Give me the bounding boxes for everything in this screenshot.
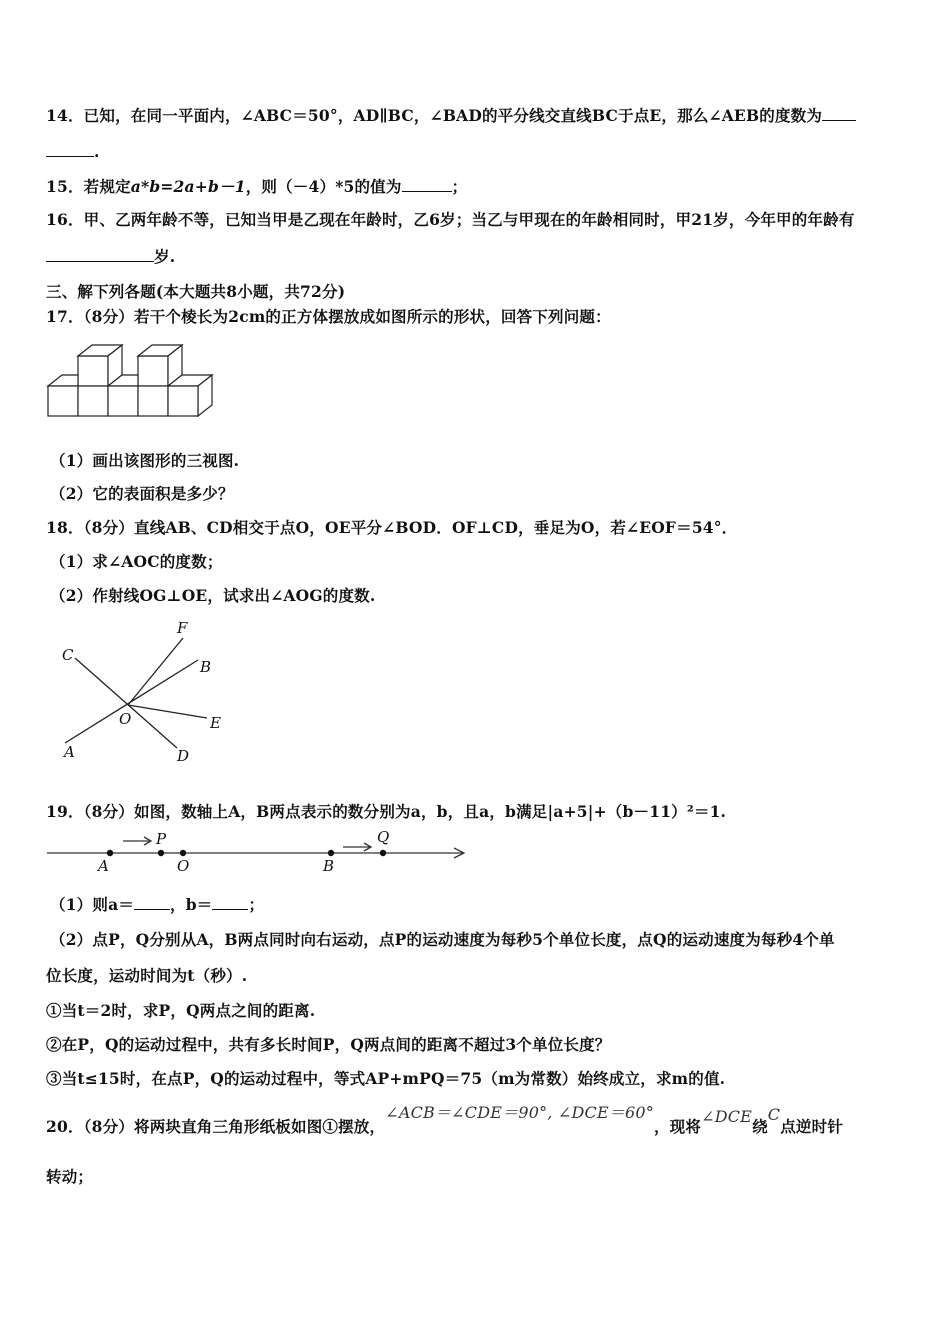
q19-case2: ②在P，Q的运动过程中，共有多长时间P，Q两点间的距离不超过3个单位长度？ [46, 1035, 611, 1054]
q15-line [46, 175, 467, 197]
q19-case1: ①当t＝2时，求P，Q两点之间的距离. [46, 1001, 316, 1020]
q19-label-B: B [323, 857, 335, 875]
q18-label-D: D [177, 747, 190, 765]
q15-middle: ，则（－4）*5的值为 [245, 177, 402, 196]
q19-point-O [180, 850, 186, 856]
q16-line1 [46, 208, 855, 230]
q14-end: . [94, 142, 100, 161]
q14-line1 [46, 104, 856, 126]
q18-stem: 18．（8分）直线AB、CD相交于点O，OE平分∠BOD．OF⊥CD，垂足为O，若∠EOF＝54°． [46, 518, 738, 537]
q18-label-O: O [119, 710, 132, 728]
q17-cube-1 [48, 386, 78, 416]
q19-stem: 19．（8分）如图，数轴上A，B两点表示的数分别为a，b，且a，b满足|a+5|+（b－11）²＝1. [46, 802, 727, 821]
q19-case3: ③当t≤15时，在点P，Q的运动过程中，等式AP+mPQ＝75（m为常数）始终成立，求m的值. [46, 1069, 726, 1088]
q17-part1: （1）画出该图形的三视图. [50, 451, 240, 470]
q19-part1 [50, 893, 264, 915]
q20-middle: ，现将 [653, 1117, 702, 1136]
q16-line2 [46, 245, 175, 267]
q19-part2-line1: （2）点P，Q分别从A，B两点同时向右运动，点P的运动速度为每秒5个单位长度，点Q的运动速度为每秒4个单 [50, 930, 835, 949]
q16-text: 16．甲、乙两年龄不等，已知当甲是乙现在年龄时，乙6岁；当乙与甲现在的年龄相同时，甲21岁，今年甲的年龄有 [46, 210, 855, 229]
q18-angle-figure [55, 620, 230, 765]
q17-cube-figure [45, 340, 220, 422]
q19-part2-line2: 位长度，运动时间为t（秒）. [46, 966, 248, 985]
q20-line2: 转动； [46, 1167, 94, 1186]
q19-part1-b-label: ，b＝ [170, 895, 213, 914]
q19-label-P: P [156, 830, 167, 848]
q19-point-P [158, 850, 164, 856]
q20-point: C [767, 1105, 781, 1124]
q19-number-line [45, 828, 470, 876]
q19-point-A [107, 850, 113, 856]
q17-top-cube-left [78, 356, 108, 386]
q19-b-blank[interactable] [212, 895, 248, 910]
q18-label-F: F [177, 619, 188, 637]
q16-answer-blank[interactable] [46, 247, 154, 262]
q19-point-Q [380, 850, 386, 856]
q19-label-O: O [177, 857, 190, 875]
q18-part1: （1）求∠AOC的度数； [50, 552, 223, 571]
q18-ray-OF [128, 638, 183, 705]
q19-a-blank[interactable] [134, 895, 170, 910]
q18-label-C: C [62, 646, 74, 664]
q18-line-CD [75, 658, 177, 748]
q15-answer-blank[interactable] [402, 177, 452, 192]
q20-angle: ∠DCE [701, 1107, 753, 1126]
q19-label-Q: Q [377, 828, 390, 846]
q20-before: 20．（8分）将两块直角三角形纸板如图①摆放， [46, 1117, 386, 1136]
q15-expression: a*b=2a+b－1 [130, 177, 246, 196]
q17-top-cube-right [138, 356, 168, 386]
q20-end: 点逆时针 [780, 1117, 844, 1136]
q17-cube-5 [168, 386, 198, 416]
q16-end: 岁. [154, 247, 176, 266]
q17-cube-4 [138, 386, 168, 416]
q19-part1-a-label: （1）则a＝ [50, 895, 135, 914]
q15-end: ； [451, 177, 468, 196]
q17-cube-3 [108, 386, 138, 416]
q17-stem: 17．（8分）若干个棱长为2cm的正方体摆放成如图所示的形状，回答下列问题： [46, 307, 611, 326]
q19-point-B [328, 850, 334, 856]
q14-text: 14．已知，在同一平面内，∠ABC＝50°，AD∥BC，∠BAD的平分线交直线BC于点E，那么∠AEB的度数为 [46, 106, 823, 125]
q20-line1 [46, 1100, 843, 1140]
q18-label-B: B [200, 658, 212, 676]
q14-answer-blank-cont[interactable] [46, 142, 94, 157]
q18-part2: （2）作射线OG⊥OE，试求出∠AOG的度数. [50, 586, 376, 605]
q19-part1-end: ； [248, 895, 265, 914]
q19-label-A: A [98, 857, 109, 875]
q15-before: 15．若规定 [46, 177, 131, 196]
q17-part2: （2）它的表面积是多少？ [50, 484, 234, 503]
q20-formula: ∠ACB＝∠CDE＝90°, ∠DCE＝60° [385, 1103, 654, 1122]
q20-rotate: 绕 [752, 1117, 768, 1136]
q18-label-E: E [210, 714, 221, 732]
q18-label-A: A [64, 743, 75, 761]
q14-answer-blank[interactable] [822, 106, 856, 121]
q17-cube-2 [78, 386, 108, 416]
section3-title: 三、解下列各题(本大题共8小题，共72分) [46, 282, 346, 301]
q14-line2 [46, 142, 100, 161]
